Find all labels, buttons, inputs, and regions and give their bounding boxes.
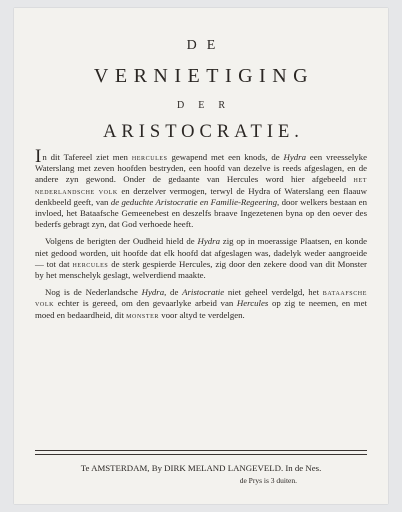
footer-rule-thick	[35, 450, 367, 451]
title-line-aristocratie: ARISTOCRATIE.	[103, 122, 304, 142]
body-text	[35, 146, 368, 327]
price-line: de Prys is 3 duiten.	[239, 476, 297, 485]
footer-rule-thin	[35, 454, 367, 455]
paragraph-2: Volgens de berigten der Oudheid hield de Hydra zig op in moerassige Plaatsen, en konde niet gedood worden, uit hoofde dat elk hoofd dat afgeslagen was, dadelyk weder aangroeide — tot dat hercules de sterk gespierde Hercules, zig door den zekere dood van dit Monster by het menschelyk geslagt, welverdiend maakte.	[35, 236, 367, 281]
drop-cap: I	[35, 146, 42, 167]
imprint-line: Te AMSTERDAM, By DIRK MELAND LANGEVELD. In de Nes.	[80, 463, 322, 473]
title-line-de: DE	[186, 38, 226, 53]
title-line-der: DER	[177, 100, 239, 111]
document-page	[14, 8, 388, 504]
paragraph-3: Nog is de Nederlandsche Hydra, de Aristocratie niet geheel verdelgd, het bataafsche volk echter is gereed, om den gevaarlyke arbeid van Hercules op zig te neemen, en met moed en bedaardheid, dit monster voor altyd te verdelgen.	[35, 287, 367, 320]
title-line-vernietiging: VERNIETIGING	[93, 65, 315, 87]
paragraph-1: In dit Tafereel ziet men hercules gewapend met een knods, de Hydra een vreesselyke Waterslang met zeven hoofden bestryden, een hoofd van dezelve is reeds afgeslagen, en de andere zyn gewond. Onder de gedaante van Hercules word hier afgebeeld het nederlandsche volk en derzelver vermogen, terwyl de Hydra of Waterslang een flaauw denkbeeld geeft, van de geduchte Aristocratie en Familie-Regeering, door welkers bestaan en invloed, het Bataafsche Gemeenebest en deszelfs braave Ingezetenen byna op den oever des bederfs gebragt zyn, dat God verhoede heeft.	[35, 146, 368, 230]
